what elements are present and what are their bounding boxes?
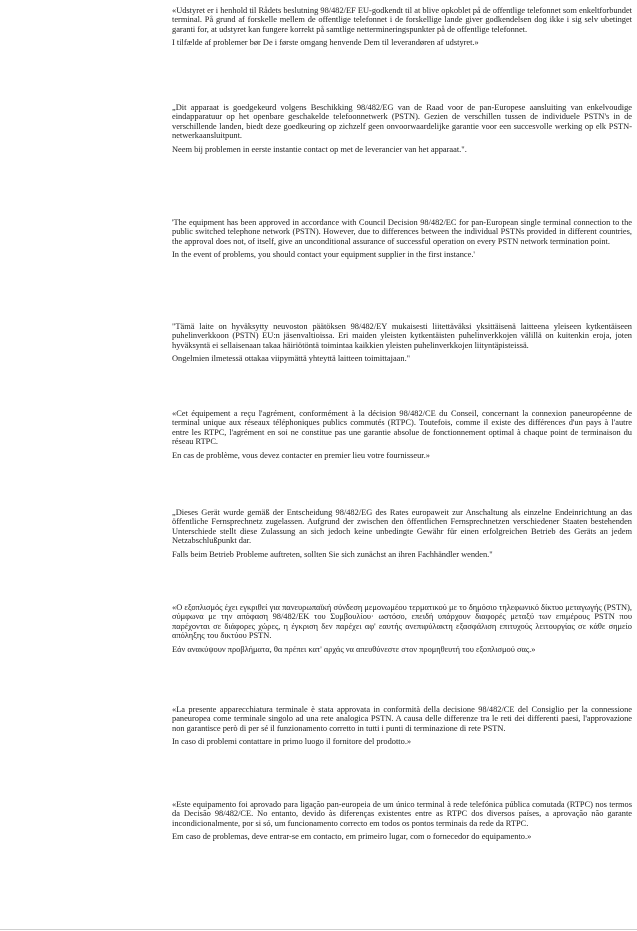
notice-closing: Em caso de problemas, deve entrar-se em contacto, em primeiro lugar, com o fornecedor do equipamento.» <box>172 832 532 842</box>
notice-closing: Εάν ανακύψουν προβλήματα, θα πρέπει κατ' αρχάς να απευθύνεστε στον προμηθευτή του εξοπλισμού σας.» <box>172 644 536 654</box>
notice-german <box>172 508 632 559</box>
notice-body: 'The equipment has been approved in accordance with Council Decision 98/482/EC for pan-European single terminal connection to the public switched telephone network (PSTN). However, due to differences between the individual PSTNs provided in different countries, the approval does not, of itself, give an unconditional assurance of successful operation on every PSTN network termination point. <box>172 218 632 246</box>
notice-dutch <box>172 103 632 154</box>
notice-italian <box>172 705 632 747</box>
notice-closing: Ongelmien ilmetessä ottakaa viipymättä yhteyttä laitteen toimittajaan." <box>172 354 411 364</box>
notice-closing: En cas de problème, vous devez contacter en premier lieu votre fournisseur.» <box>172 450 430 460</box>
notice-closing: I tilfælde af problemer bør De i første omgang henvende Dem til leverandøren af udstyret.» <box>172 38 479 48</box>
notice-closing: In the event of problems, you should contact your equipment supplier in the first instance.' <box>172 250 475 260</box>
notice-finnish <box>172 322 632 364</box>
notice-danish <box>172 6 632 48</box>
notice-body: «Ο εξοπλισμός έχει εγκριθεί για πανευρωπαϊκή σύνδεση μεμονωμέου τερματικού με το δημόσιο τηλεφωνικό δίκτυο μεταγωγής (PSTN), σύμφωνα με την απόφαση 98/482/ΕΚ του Συμβουλίου· ωστόσο, επειδή υπάρχουν διαφορές μεταξύ των επιμέρους PSTN που παρέχονται σε διάφορες χώρες, η έγκριση δεν παρέχει αφ' εαυτής ανεπιφύλακτη εξασφάλιση επιτυχούς λειτουργίας σε κάθε σημείο απόληξης του δικτύου PSTN. <box>172 603 632 641</box>
notice-english <box>172 218 632 260</box>
notice-closing: Falls beim Betrieb Probleme auftreten, sollten Sie sich zunächst an ihren Fachhändler wenden." <box>172 549 493 559</box>
notice-closing: Neem bij problemen in eerste instantie contact op met de leverancier van het apparaat.". <box>172 144 467 154</box>
notice-body: „Dit apparaat is goedgekeurd volgens Beschikking 98/482/EG van de Raad voor de pan-Europese aansluiting van enkelvoudige eindapparatuur op het openbare geschakelde telefoonnetwerk (PSTN). Gezien de verschillen tussen de individuele PSTN's in de verschillende landen, biedt deze goedkeuring op zichzelf geen onvoorwaardelijke garantie voor een succesvolle werking op elk PSTN-netwerkaansluitpunt. <box>172 103 632 141</box>
notice-portuguese <box>172 800 632 842</box>
notice-body: «Cet équipement a reçu l'agrément, conformément à la décision 98/482/CE du Conseil, concernant la connexion paneuropéenne de terminal unique aux réseaux téléphoniques publics commutés (RTPC). Toutefois, comme il existe des différences d'un pays à l'autre entre les RTPC, l'agrément en soi ne constitue pas une garantie absolue de fonctionnement optimal à chaque point de terminaison du réseau RTPC. <box>172 409 632 447</box>
notice-closing: In caso di problemi contattare in primo luogo il fornitore del prodotto.» <box>172 737 412 747</box>
notice-body: "Tämä laite on hyväksytty neuvoston päätöksen 98/482/EY mukaisesti liitettäväksi yksittäisenä laitteena yleiseen kytkentäiseen puhelinverkkoon (PSTN) EU:n jäsenvaltioissa. Eri maiden yleisten kytkentäisten puhelinverkkojen välillä on kuitenkin eroja, joten hyväksyntä ei sellaisenaan takaa häiriötöntä toimintaa kaikkien yleisten puhelinverkkojen liityntäpisteissä. <box>172 322 632 350</box>
notice-french <box>172 409 632 460</box>
page-bottom-rule <box>0 929 637 930</box>
notice-body: „Dieses Gerät wurde gemäß der Entscheidung 98/482/EG des Rates europaweit zur Anschaltung als einzelne Endeinrichtung an das öffentliche Fernsprechnetz zugelassen. Aufgrund der zwischen den öffentlichen Fernsprechnetzen verschiedener Staaten bestehenden Unterschiede stellt diese Zulassung an sich jedoch keine unbedingte Gewähr für einen erfolgreichen Betrieb des Geräts an jedem Netzabschlußpunkt dar. <box>172 508 632 546</box>
notice-body: «Este equipamento foi aprovado para ligação pan-europeia de um único terminal à rede telefónica pública comutada (RTPC) nos termos da Decisão 98/482/CE. No entanto, devido às diferenças existentes entre as RTPC dos diversos países, a aprovação não garante incondicionalmente, por si só, um funcionamento correcto em todos os pontos terminais da rede da RTPC. <box>172 800 632 828</box>
notice-greek <box>172 603 632 654</box>
notice-body: «Udstyret er i henhold til Rådets beslutning 98/482/EF EU-godkendt til at blive opkoblet på de offentlige telefonnet som enkeltforbundet terminal. På grund af forskelle mellem de offentlige telefonnet i de forskellige lande giver godkendelsen dog ikke i sig selv ubetinget garanti for, at udstyret kan fungere korrekt på samtlige nettermineringspunkter på de offentlige telefonnet. <box>172 6 632 34</box>
notice-body: «La presente apparecchiatura terminale è stata approvata in conformità della decisione 98/482/CE del Consiglio per la connessione paneuropea come terminale singolo ad una rete analogica PSTN. A causa delle differenze tra le reti dei differenti paesi, l'approvazione non garantisce però di per sé il funzionamento corretto in tutti i punti di terminazione di rete PSTN. <box>172 705 632 733</box>
